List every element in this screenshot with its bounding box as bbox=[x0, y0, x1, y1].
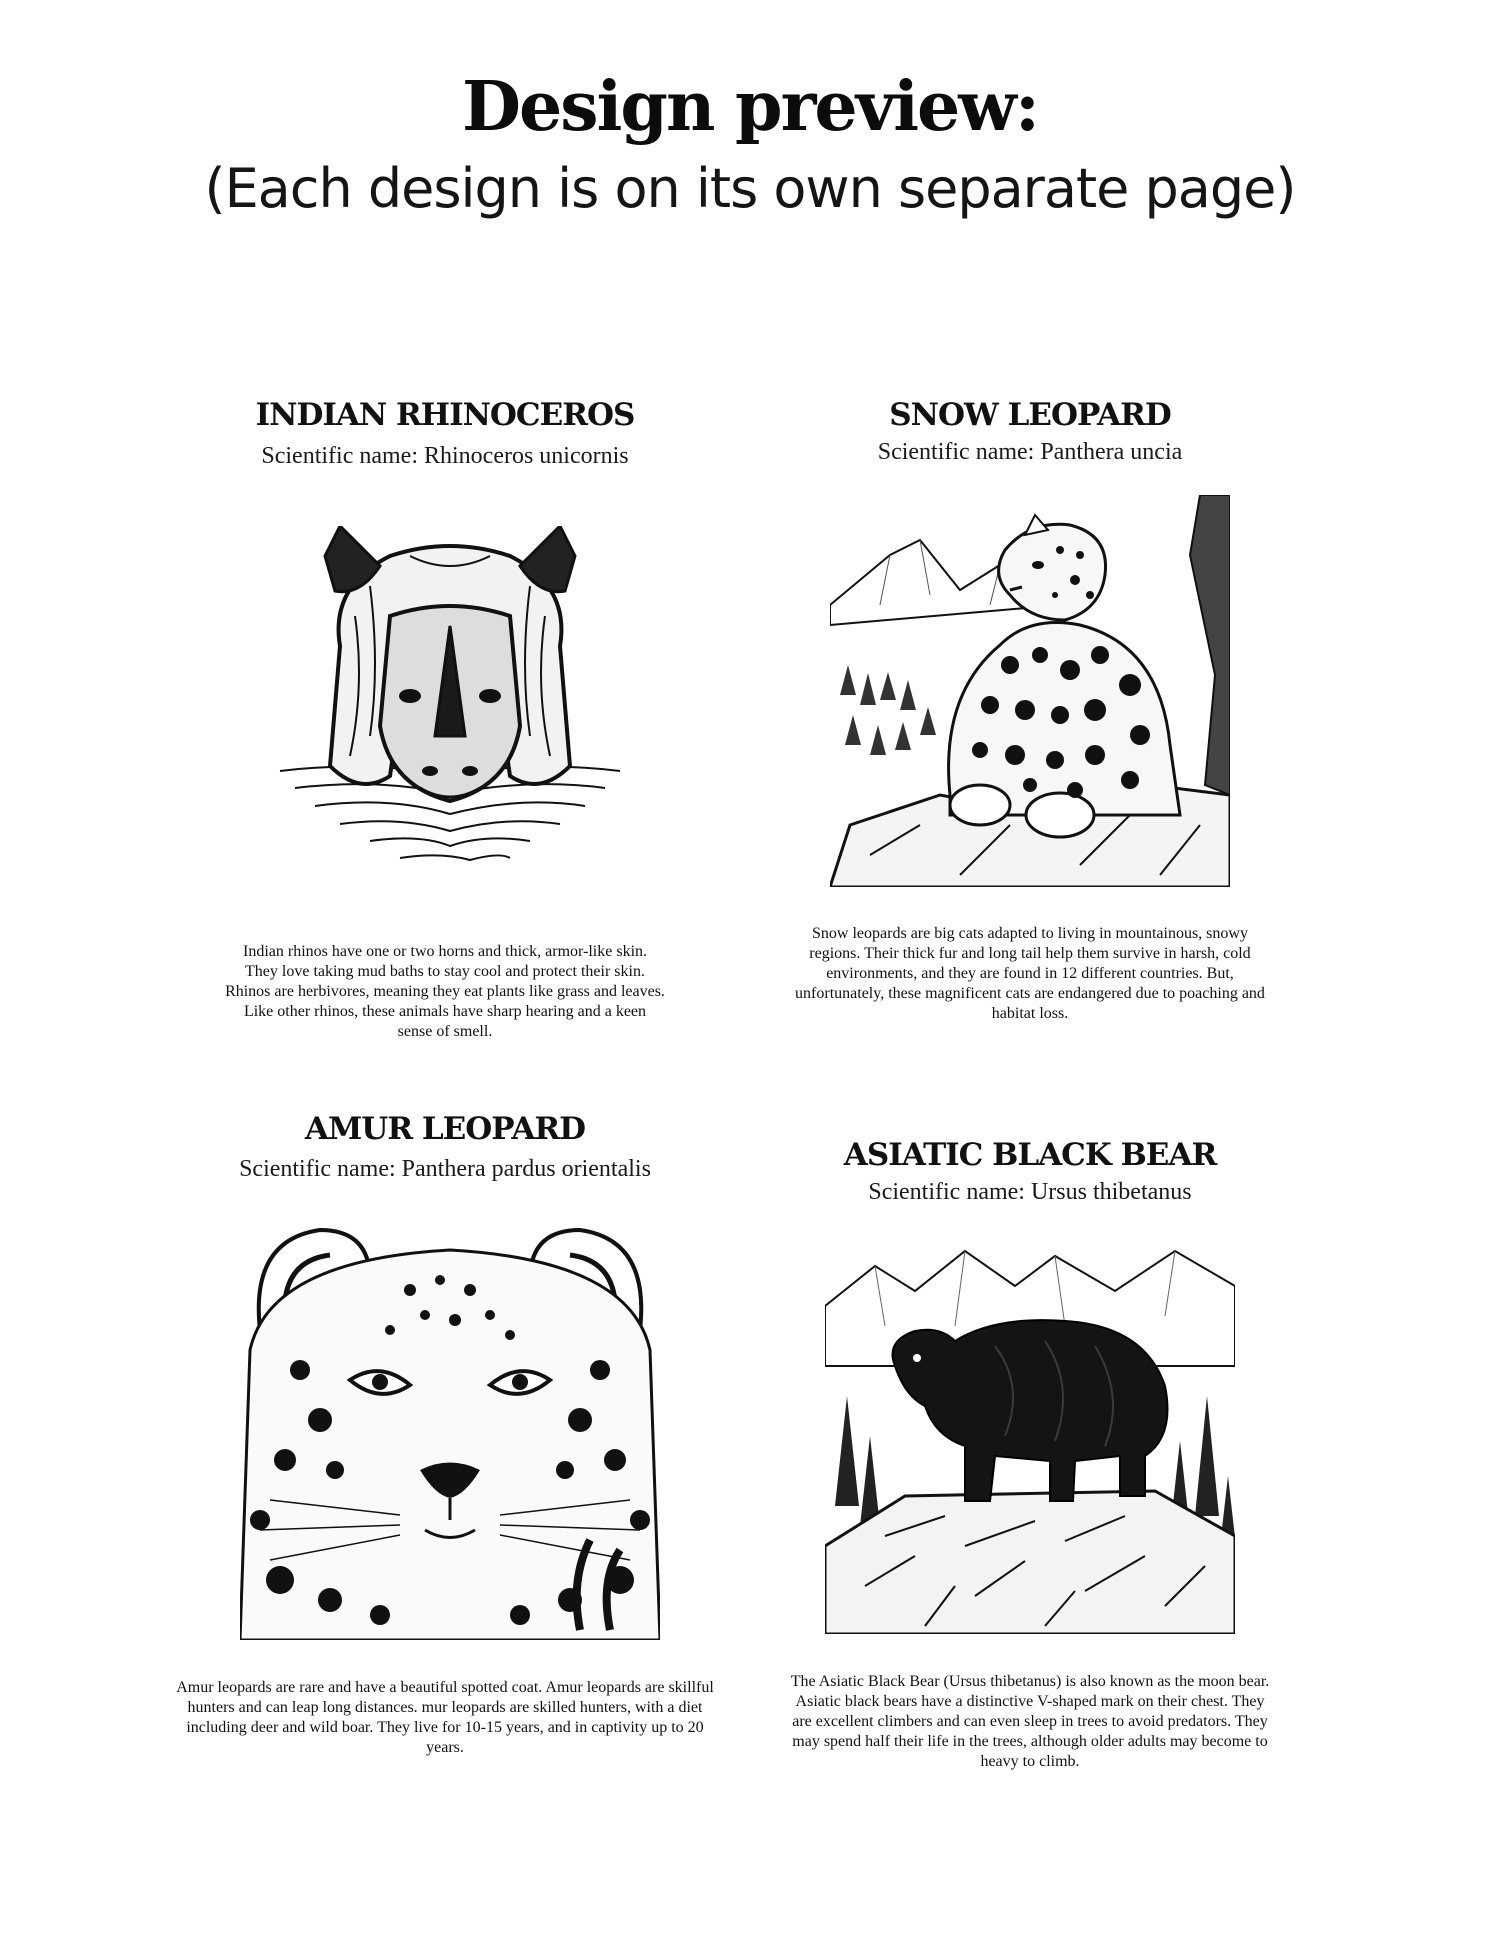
scientific-name: Scientific name: Ursus thibetanus bbox=[868, 1178, 1192, 1205]
amur-leopard-illustration bbox=[240, 1220, 660, 1640]
design-name: INDIAN RHINOCEROS bbox=[255, 397, 635, 433]
page-title: Design preview: bbox=[462, 67, 1038, 147]
rhinoceros-illustration bbox=[270, 526, 630, 896]
design-name: AMUR LEOPARD bbox=[304, 1111, 586, 1147]
page-subtitle: (Each design is on its own separate page) bbox=[204, 156, 1296, 220]
design-card-rhinoceros bbox=[225, 397, 665, 1040]
scientific-name: Scientific name: Rhinoceros unicornis bbox=[261, 442, 629, 469]
design-name: ASIATIC BLACK BEAR bbox=[843, 1137, 1217, 1173]
scientific-name: Scientific name: Panthera uncia bbox=[877, 438, 1183, 465]
black-bear-illustration bbox=[825, 1246, 1235, 1634]
design-card-amur-leopard bbox=[175, 1111, 715, 1756]
snow-leopard-illustration bbox=[830, 495, 1230, 887]
design-description: Snow leopards are big cats adapted to living in mountainous, snowy regions. Their thick fur and long tail help them survive in harsh, cold environments, and they are found in 12 different countries. But, unfortunately, these magnificent cats are endangered due to poaching and habitat loss. bbox=[795, 925, 1265, 1022]
design-description: Amur leopards are rare and have a beautiful spotted coat. Amur leopards are skillful hunters and can leap long distances. mur leopards are skilled hunters, with a diet including deer and wild boar. They live for 10-15 years, and in captivity up to 20 years. bbox=[176, 1679, 714, 1756]
design-card-snow-leopard bbox=[785, 397, 1275, 1022]
scientific-name: Scientific name: Panthera pardus orientalis bbox=[239, 1155, 651, 1182]
design-name: SNOW LEOPARD bbox=[889, 397, 1171, 433]
design-card-black-bear bbox=[785, 1137, 1275, 1770]
design-description: Indian rhinos have one or two horns and thick, armor-like skin. They love taking mud baths to stay cool and protect their skin. Rhinos are herbivores, meaning they eat plants like grass and leaves. Like other rhinos, these animals have sharp hearing and a keen sense of smell. bbox=[225, 943, 665, 1040]
page-header bbox=[0, 67, 1500, 220]
design-description: The Asiatic Black Bear (Ursus thibetanus) is also known as the moon bear. Asiatic black bears have a distinctive V-shaped mark on their chest. They are excellent climbers and can even sleep in trees to avoid predators. They may spend half their life in the trees, although older adults may become to heavy to climb. bbox=[790, 1673, 1270, 1770]
